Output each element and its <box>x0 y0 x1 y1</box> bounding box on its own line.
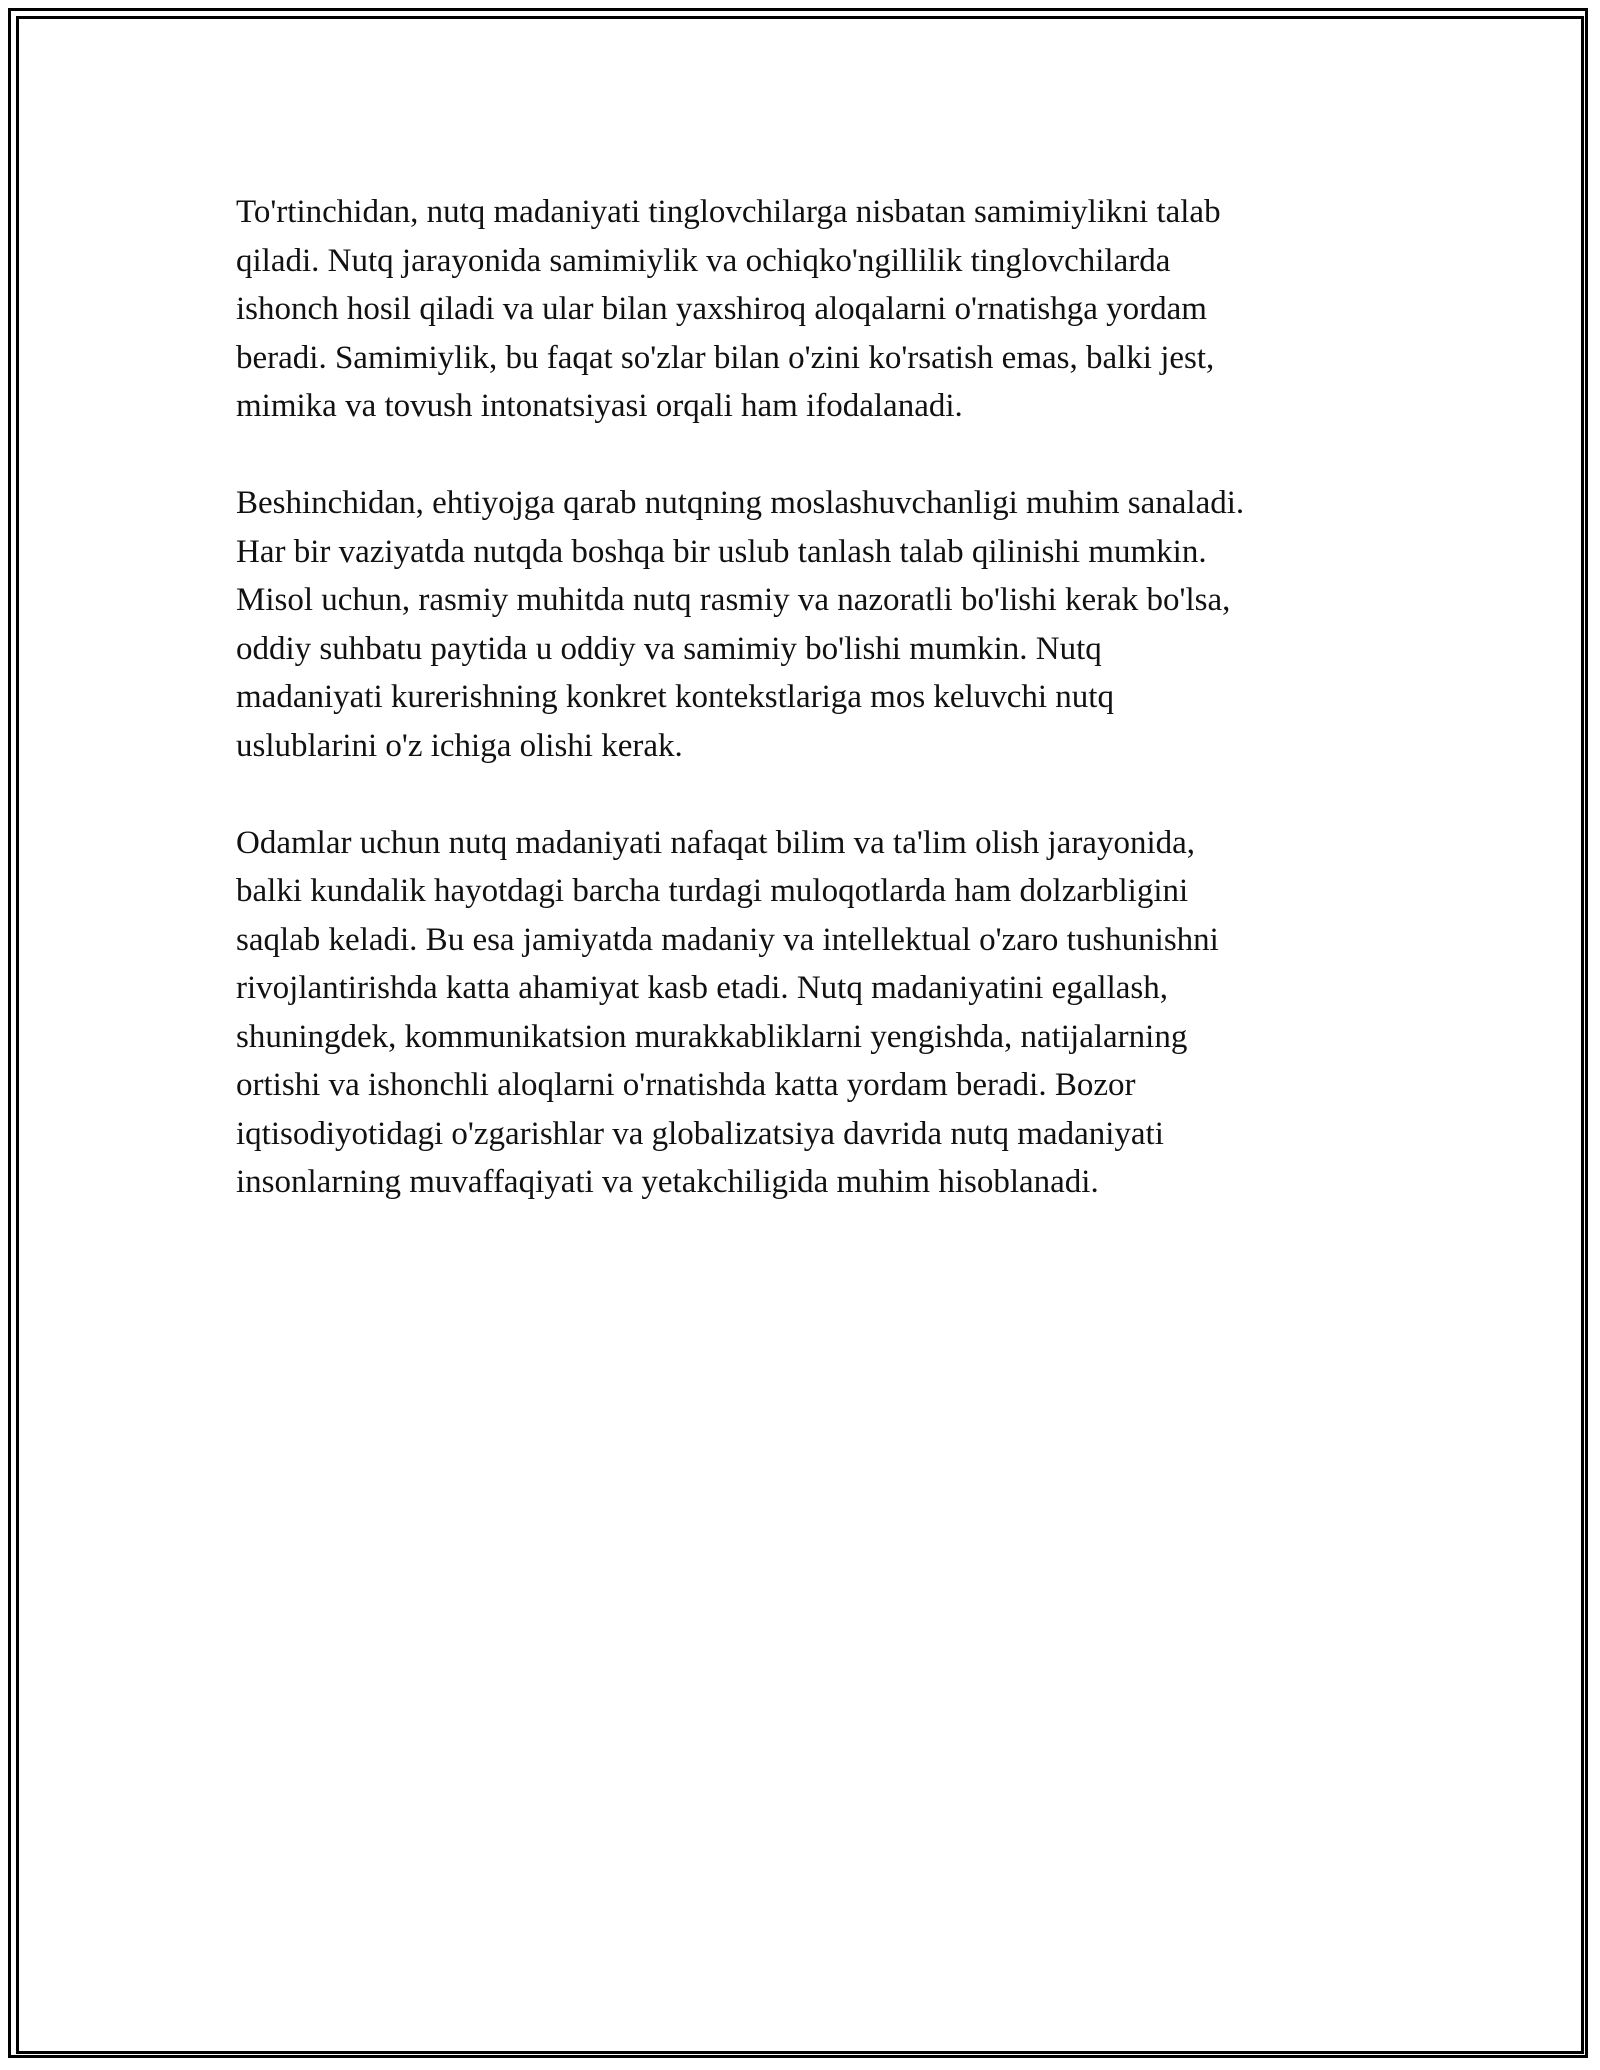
text-line: ortishi va ishonchli aloqlarni o'rnatishda katta yordam beradi. Bozor <box>236 1067 1136 1103</box>
text-line: rivojlantirishda katta ahamiyat kasb etadi. Nutq madaniyatini egallash, <box>236 970 1168 1006</box>
text-line: mimika va tovush intonatsiyasi orqali ham ifodalanadi. <box>236 388 963 424</box>
text-line: ishonch hosil qiladi va ular bilan yaxshiroq aloqalarni o'rnatishga yordam <box>236 291 1207 327</box>
text-line: uslublarini o'z ichiga olishi kerak. <box>236 727 683 764</box>
text-line: Har bir vaziyatda nutqda boshqa bir uslub tanlash talab qilinishi mumkin. <box>236 533 1207 570</box>
document-body <box>236 188 1376 1255</box>
text-line: Odamlar uchun nutq madaniyati nafaqat bilim va ta'lim olish jarayonida, <box>236 824 1196 861</box>
text-line: To'rtinchidan, nutq madaniyati tinglovchilarga nisbatan samimiylikni talab <box>236 194 1221 230</box>
text-line: iqtisodiyotidagi o'zgarishlar va globalizatsiya davrida nutq madaniyati <box>236 1115 1164 1152</box>
paragraph-fifth-point <box>236 479 1376 770</box>
text-line: balki kundalik hayotdagi barcha turdagi muloqotlarda ham dolzarbligini <box>236 873 1189 909</box>
text-line: insonlarning muvaffaqiyati va yetakchiligida muhim hisoblanadi. <box>236 1164 1099 1200</box>
text-line: shuningdek, kommunikatsion murakkabliklarni yengishda, natijalarning <box>236 1018 1188 1055</box>
text-line: Misol uchun, rasmiy muhitda nutq rasmiy va nazoratli bo'lishi kerak bo'lsa, <box>236 582 1231 618</box>
text-line: madaniyati kurerishning konkret kontekstlariga mos keluvchi nutq <box>236 679 1114 715</box>
text-line: beradi. Samimiylik, bu faqat so'zlar bilan o'zini ko'rsatish emas, balki jest, <box>236 339 1215 376</box>
text-line: saqlab keladi. Bu esa jamiyatda madaniy va intellektual o'zaro tushunishni <box>236 921 1219 958</box>
text-line: qiladi. Nutq jarayonida samimiylik va ochiqko'ngillilik tinglovchilarda <box>236 242 1171 279</box>
text-line: Beshinchidan, ehtiyojga qarab nutqning moslashuvchanligi muhim sanaladi. <box>236 485 1245 521</box>
text-line: oddiy suhbatu paytida u oddiy va samimiy bo'lishi mumkin. Nutq <box>236 630 1102 667</box>
paragraph-conclusion <box>236 819 1376 1207</box>
paragraph-fourth-point <box>236 188 1376 431</box>
